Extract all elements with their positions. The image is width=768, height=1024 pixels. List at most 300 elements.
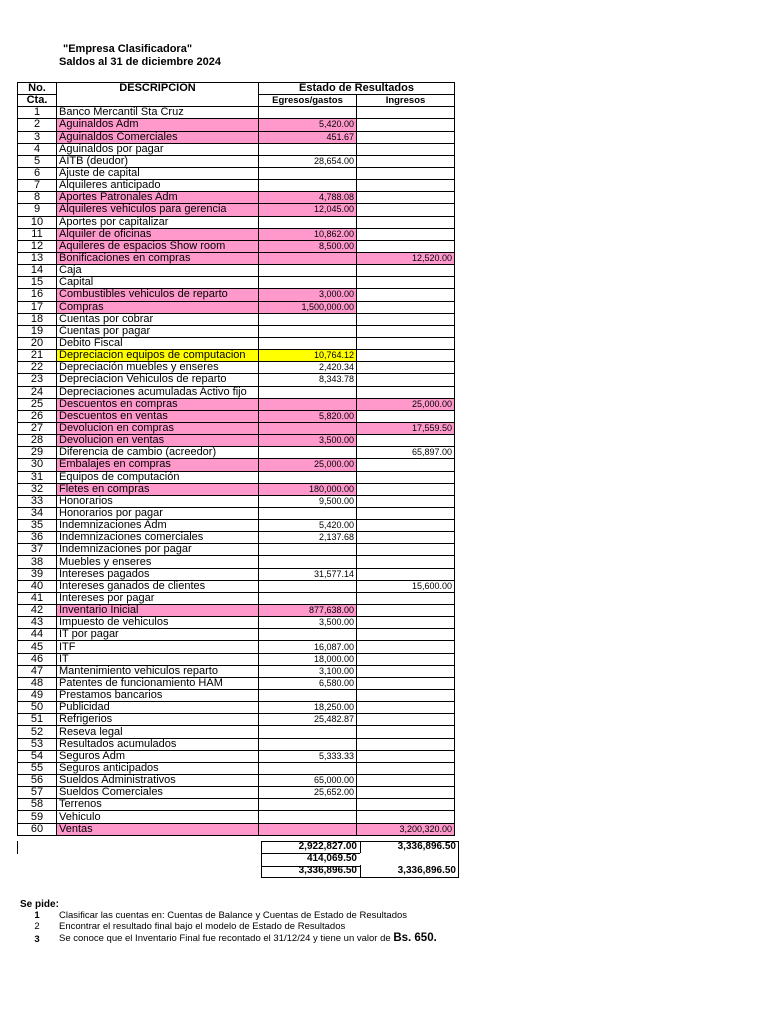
req-text: Clasificar las cuentas en: Cuentas de Balance y Cuentas de Estado de Resultados <box>59 910 408 921</box>
table-row <box>18 435 455 447</box>
ingresos-value <box>357 653 455 665</box>
egresos-value <box>259 738 357 750</box>
table-row <box>18 398 455 410</box>
ingresos-value <box>357 568 455 580</box>
account-description: Ajuste de capital <box>57 167 259 179</box>
table-row <box>18 507 455 519</box>
account-number: 29 <box>18 447 57 459</box>
table-row <box>18 447 455 459</box>
account-description: Muebles y enseres <box>57 556 259 568</box>
table-row <box>18 665 455 677</box>
egresos-total: 2,922,827.00 <box>298 841 357 852</box>
account-number: 35 <box>18 520 57 532</box>
egresos-value <box>259 325 357 337</box>
egresos-value <box>259 556 357 568</box>
account-description: Publicidad <box>57 702 259 714</box>
col-ingresos-header: Ingresos <box>357 95 455 107</box>
ingresos-value <box>357 799 455 811</box>
table-row <box>18 350 455 362</box>
account-number: 16 <box>18 289 57 301</box>
egresos-value: 5,333.33 <box>259 750 357 762</box>
ingresos-value <box>357 301 455 313</box>
egresos-value <box>259 337 357 349</box>
account-description: Resultados acumulados <box>57 738 259 750</box>
col-no-header: No. <box>18 83 57 95</box>
account-description: Indemnizaciones Adm <box>57 520 259 532</box>
table-row <box>18 641 455 653</box>
ingresos-value <box>357 556 455 568</box>
account-number: 17 <box>18 301 57 313</box>
ingresos-value <box>357 204 455 216</box>
egresos-value <box>259 265 357 277</box>
ingresos-value: 65,897.00 <box>357 447 455 459</box>
ingresos-value <box>357 180 455 192</box>
egresos-value <box>259 313 357 325</box>
account-number: 32 <box>18 483 57 495</box>
table-row <box>18 629 455 641</box>
egresos-value <box>259 823 357 835</box>
ingresos-value <box>357 495 455 507</box>
table-row <box>18 216 455 228</box>
ingresos-value <box>357 471 455 483</box>
egresos-value: 180,000.00 <box>259 483 357 495</box>
account-description: Devolucion en compras <box>57 422 259 434</box>
col-description-header: DESCRIPCION <box>57 83 259 107</box>
table-row <box>18 532 455 544</box>
egresos-value <box>259 447 357 459</box>
ingresos-value <box>357 131 455 143</box>
ingresos-value <box>357 750 455 762</box>
ingresos-value <box>357 762 455 774</box>
account-number: 27 <box>18 422 57 434</box>
table-row <box>18 313 455 325</box>
egresos-value: 3,500.00 <box>259 435 357 447</box>
ingresos-value <box>357 459 455 471</box>
egresos-value <box>259 167 357 179</box>
account-description: Refrigerios <box>57 714 259 726</box>
table-row <box>18 653 455 665</box>
account-description: AITB (deudor) <box>57 155 259 167</box>
egresos-value <box>259 107 357 119</box>
table-row <box>18 592 455 604</box>
account-description: Intereses ganados de clientes <box>57 580 259 592</box>
account-number: 34 <box>18 507 57 519</box>
account-description: Mantenimiento vehiculos reparto <box>57 665 259 677</box>
egresos-value <box>259 180 357 192</box>
account-description: Honorarios <box>57 495 259 507</box>
ingresos-value <box>357 228 455 240</box>
egresos-value: 8,343.78 <box>259 374 357 386</box>
account-number: 23 <box>18 374 57 386</box>
egresos-value <box>259 690 357 702</box>
account-description: Combustibles vehiculos de reparto <box>57 289 259 301</box>
account-description: Cuentas por pagar <box>57 325 259 337</box>
account-description: Aguinaldos por pagar <box>57 143 259 155</box>
account-number: 11 <box>18 228 57 240</box>
ingresos-value <box>357 811 455 823</box>
ingresos-value <box>357 665 455 677</box>
egresos-value: 12,045.00 <box>259 204 357 216</box>
egresos-value: 16,087.00 <box>259 641 357 653</box>
egresos-value <box>259 398 357 410</box>
egresos-value: 25,652.00 <box>259 787 357 799</box>
ingresos-value <box>357 410 455 422</box>
table-row <box>18 204 455 216</box>
table-row <box>18 544 455 556</box>
egresos-value <box>259 143 357 155</box>
account-description: Aportes Patronales Adm <box>57 192 259 204</box>
ingresos-value: 3,200,320.00 <box>357 823 455 835</box>
egresos-value: 65,000.00 <box>259 775 357 787</box>
account-number: 21 <box>18 350 57 362</box>
egresos-value: 3,000.00 <box>259 289 357 301</box>
ingresos-value <box>357 167 455 179</box>
table-row <box>18 386 455 398</box>
account-number: 48 <box>18 677 57 689</box>
ingresos-value <box>357 107 455 119</box>
egresos-value <box>259 422 357 434</box>
account-description: Alquileres vehiculos para gerencia <box>57 204 259 216</box>
ingresos-value <box>357 362 455 374</box>
account-description: Seguros Adm <box>57 750 259 762</box>
account-number: 53 <box>18 738 57 750</box>
account-number: 26 <box>18 410 57 422</box>
account-number: 20 <box>18 337 57 349</box>
egresos-value <box>259 592 357 604</box>
table-row <box>18 799 455 811</box>
account-description: Reseva legal <box>57 726 259 738</box>
account-number: 10 <box>18 216 57 228</box>
account-description: Equipos de computación <box>57 471 259 483</box>
table-row <box>18 580 455 592</box>
table-row <box>18 289 455 301</box>
ingresos-value <box>357 544 455 556</box>
account-number: 58 <box>18 799 57 811</box>
table-row <box>18 520 455 532</box>
account-description: Indemnizaciones comerciales <box>57 532 259 544</box>
table-row <box>18 107 455 119</box>
account-description: Diferencia de cambio (acreedor) <box>57 447 259 459</box>
table-row <box>18 192 455 204</box>
account-number: 31 <box>18 471 57 483</box>
account-number: 15 <box>18 277 57 289</box>
table-row <box>18 471 455 483</box>
table-row <box>18 265 455 277</box>
account-description: Debito Fiscal <box>57 337 259 349</box>
egresos-value: 3,500.00 <box>259 617 357 629</box>
ingresos-value <box>357 507 455 519</box>
req-text-body: Se conoce que el Inventario Final fue recontado el 31/12/24 y tiene un valor de <box>59 933 394 944</box>
table-body <box>18 107 455 835</box>
account-description: Indemnizaciones por pagar <box>57 544 259 556</box>
table-row <box>18 483 455 495</box>
table-row <box>18 495 455 507</box>
account-number: 19 <box>18 325 57 337</box>
account-description: Sueldos Administrativos <box>57 775 259 787</box>
egresos-value: 5,420.00 <box>259 119 357 131</box>
company-title: "Empresa Clasificadora" <box>63 43 193 55</box>
table-row <box>18 143 455 155</box>
table-row <box>18 325 455 337</box>
account-description: Ventas <box>57 823 259 835</box>
req-number: 3 <box>34 934 40 945</box>
account-number: 14 <box>18 265 57 277</box>
egresos-value <box>259 471 357 483</box>
account-description: Seguros anticipados <box>57 762 259 774</box>
egresos-value: 10,764.12 <box>259 350 357 362</box>
egresos-value: 2,137.68 <box>259 532 357 544</box>
ingresos-value <box>357 374 455 386</box>
ingresos-value <box>357 702 455 714</box>
col-cta-header: Cta. <box>18 95 57 107</box>
account-number: 28 <box>18 435 57 447</box>
account-number: 6 <box>18 167 57 179</box>
ingresos-value <box>357 289 455 301</box>
table-row <box>18 374 455 386</box>
account-description: Banco Mercantil Sta Cruz <box>57 107 259 119</box>
egresos-value: 25,000.00 <box>259 459 357 471</box>
ingresos-value <box>357 386 455 398</box>
ingresos-value <box>357 520 455 532</box>
account-number: 45 <box>18 641 57 653</box>
col-egresos-header: Egresos/gastos <box>259 95 357 107</box>
account-number: 18 <box>18 313 57 325</box>
account-number: 50 <box>18 702 57 714</box>
table-row <box>18 811 455 823</box>
account-description: Depreciación muebles y enseres <box>57 362 259 374</box>
table-row <box>18 726 455 738</box>
egresos-value <box>259 252 357 264</box>
ingresos-value: 25,000.00 <box>357 398 455 410</box>
table-row <box>18 277 455 289</box>
account-description: Honorarios por pagar <box>57 507 259 519</box>
account-number: 57 <box>18 787 57 799</box>
table-row <box>18 301 455 313</box>
account-description: Aguinaldos Adm <box>57 119 259 131</box>
egresos-value: 10,862.00 <box>259 228 357 240</box>
account-description: Terrenos <box>57 799 259 811</box>
egresos-value <box>259 799 357 811</box>
table-row <box>18 677 455 689</box>
table-row <box>18 702 455 714</box>
egresos-value <box>259 762 357 774</box>
date-subtitle: Saldos al 31 de diciembre 2024 <box>59 56 222 68</box>
account-number: 12 <box>18 240 57 252</box>
account-number: 39 <box>18 568 57 580</box>
account-description: Vehiculo <box>57 811 259 823</box>
table-row <box>18 617 455 629</box>
account-description: Bonificaciones en compras <box>57 252 259 264</box>
ingresos-value <box>357 714 455 726</box>
table-row <box>18 131 455 143</box>
account-description: Depreciaciones acumuladas Activo fijo <box>57 386 259 398</box>
account-description: Inventario Inicial <box>57 605 259 617</box>
account-description: Aportes por capitalizar <box>57 216 259 228</box>
table-row <box>18 568 455 580</box>
ingresos-value <box>357 726 455 738</box>
req-text-emphasis: Bs. 650. <box>393 932 437 944</box>
table-row <box>18 787 455 799</box>
egresos-final: 3,336,896.50 <box>298 865 357 876</box>
account-number: 40 <box>18 580 57 592</box>
ingresos-value <box>357 155 455 167</box>
account-description: Alquiler de oficinas <box>57 228 259 240</box>
ingresos-value <box>357 532 455 544</box>
table-row <box>18 252 455 264</box>
account-number: 2 <box>18 119 57 131</box>
divider <box>17 841 18 854</box>
egresos-value: 18,250.00 <box>259 702 357 714</box>
resultado-value: 414,069.50 <box>306 853 357 864</box>
account-number: 33 <box>18 495 57 507</box>
ingresos-value <box>357 483 455 495</box>
account-description: IT por pagar <box>57 629 259 641</box>
egresos-value: 5,820.00 <box>259 410 357 422</box>
egresos-value <box>259 544 357 556</box>
egresos-value: 9,500.00 <box>259 495 357 507</box>
account-number: 41 <box>18 592 57 604</box>
account-number: 55 <box>18 762 57 774</box>
egresos-value: 451.67 <box>259 131 357 143</box>
egresos-value <box>259 811 357 823</box>
egresos-value <box>259 216 357 228</box>
table-row <box>18 823 455 835</box>
ingresos-final: 3,336,896.50 <box>397 865 456 876</box>
egresos-value: 8,500.00 <box>259 240 357 252</box>
account-number: 3 <box>18 131 57 143</box>
account-number: 1 <box>18 107 57 119</box>
table-row <box>18 410 455 422</box>
egresos-value <box>259 277 357 289</box>
egresos-value: 18,000.00 <box>259 653 357 665</box>
ingresos-value <box>357 605 455 617</box>
ingresos-value <box>357 775 455 787</box>
table-row <box>18 738 455 750</box>
ingresos-value <box>357 617 455 629</box>
req-number: 2 <box>34 921 40 932</box>
egresos-value: 2,420.34 <box>259 362 357 374</box>
table-row <box>18 605 455 617</box>
account-description: Capital <box>57 277 259 289</box>
account-number: 42 <box>18 605 57 617</box>
egresos-value: 877,638.00 <box>259 605 357 617</box>
ingresos-value <box>357 592 455 604</box>
account-number: 43 <box>18 617 57 629</box>
ingresos-value <box>357 325 455 337</box>
account-number: 4 <box>18 143 57 155</box>
table-row <box>18 240 455 252</box>
ingresos-value <box>357 435 455 447</box>
table-row <box>18 750 455 762</box>
ingresos-value <box>357 738 455 750</box>
account-number: 51 <box>18 714 57 726</box>
account-number: 13 <box>18 252 57 264</box>
egresos-value <box>259 629 357 641</box>
egresos-value <box>259 580 357 592</box>
account-number: 49 <box>18 690 57 702</box>
egresos-value: 28,654.00 <box>259 155 357 167</box>
table-row <box>18 167 455 179</box>
account-number: 44 <box>18 629 57 641</box>
ingresos-value: 12,520.00 <box>357 252 455 264</box>
egresos-value: 3,100.00 <box>259 665 357 677</box>
account-number: 5 <box>18 155 57 167</box>
table-row <box>18 459 455 471</box>
account-number: 8 <box>18 192 57 204</box>
ingresos-value <box>357 119 455 131</box>
account-number: 25 <box>18 398 57 410</box>
table-row <box>18 690 455 702</box>
table-row <box>18 155 455 167</box>
account-number: 37 <box>18 544 57 556</box>
ingresos-value <box>357 192 455 204</box>
account-description: Cuentas por cobrar <box>57 313 259 325</box>
egresos-value <box>259 386 357 398</box>
account-description: Depreciacion equipos de computacion <box>57 350 259 362</box>
account-number: 47 <box>18 665 57 677</box>
req-text: Encontrar el resultado final bajo el modelo de Estado de Resultados <box>59 921 346 932</box>
table-row <box>18 762 455 774</box>
account-description: Prestamos bancarios <box>57 690 259 702</box>
account-description: Caja <box>57 265 259 277</box>
ingresos-value: 17,559.50 <box>357 422 455 434</box>
account-description: Impuesto de vehiculos <box>57 617 259 629</box>
ingresos-value <box>357 277 455 289</box>
account-description: Devolucion en ventas <box>57 435 259 447</box>
ingresos-value <box>357 143 455 155</box>
ingresos-value <box>357 313 455 325</box>
account-number: 9 <box>18 204 57 216</box>
account-description: Fletes en compras <box>57 483 259 495</box>
egresos-value: 25,482.87 <box>259 714 357 726</box>
table-row <box>18 180 455 192</box>
account-number: 52 <box>18 726 57 738</box>
account-description: Depreciacion Vehiculos de reparto <box>57 374 259 386</box>
egresos-value: 4,788.08 <box>259 192 357 204</box>
account-description: Intereses pagados <box>57 568 259 580</box>
table-row <box>18 228 455 240</box>
req-number: 1 <box>34 910 40 921</box>
ingresos-value <box>357 677 455 689</box>
account-number: 60 <box>18 823 57 835</box>
account-description: Intereses por pagar <box>57 592 259 604</box>
account-number: 22 <box>18 362 57 374</box>
ingresos-value: 15,600.00 <box>357 580 455 592</box>
account-description: Patentes de funcionamiento HAM <box>57 677 259 689</box>
egresos-value: 1,500,000.00 <box>259 301 357 313</box>
egresos-value <box>259 726 357 738</box>
account-description: Aquileres de espacios Show room <box>57 240 259 252</box>
account-number: 7 <box>18 180 57 192</box>
ingresos-value <box>357 240 455 252</box>
egresos-value: 31,577.14 <box>259 568 357 580</box>
account-number: 46 <box>18 653 57 665</box>
account-description: Alquileres anticipado <box>57 180 259 192</box>
account-number: 38 <box>18 556 57 568</box>
accounts-table <box>17 82 455 836</box>
account-number: 54 <box>18 750 57 762</box>
ingresos-value <box>357 629 455 641</box>
account-number: 36 <box>18 532 57 544</box>
account-number: 24 <box>18 386 57 398</box>
table-row <box>18 337 455 349</box>
egresos-value: 6,580.00 <box>259 677 357 689</box>
account-description: Descuentos en compras <box>57 398 259 410</box>
req-text <box>59 932 437 944</box>
account-description: Aguinaldos Comerciales <box>57 131 259 143</box>
table-row <box>18 775 455 787</box>
account-description: Embalajes en compras <box>57 459 259 471</box>
